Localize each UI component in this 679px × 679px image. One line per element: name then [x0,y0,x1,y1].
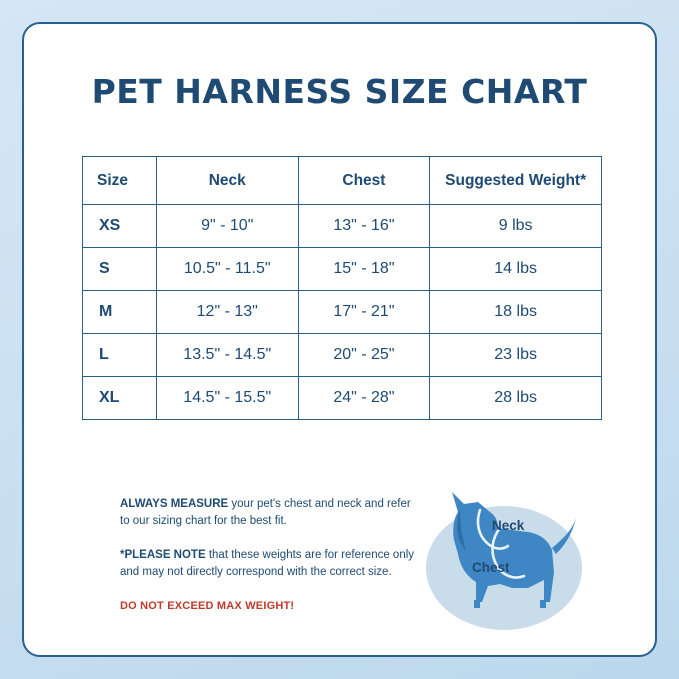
page-title: PET HARNESS SIZE CHART [91,72,588,111]
cell-weight: 9 lbs [430,205,602,248]
note-measure-emphasis: ALWAYS MEASURE [120,498,229,510]
cell-size: S [83,248,157,291]
cell-neck: 9" - 10" [156,205,298,248]
table-row [83,291,602,334]
cell-weight: 18 lbs [430,291,602,334]
dog-leg-front [474,600,480,608]
cell-size: XS [83,205,157,248]
cell-chest: 15" - 18" [298,248,430,291]
cell-chest: 17" - 21" [298,291,430,334]
cell-chest: 20" - 25" [298,334,430,377]
cell-size: XL [83,377,157,420]
size-chart-table [82,156,602,420]
note-warning: DO NOT EXCEED MAX WEIGHT! [120,599,295,612]
cell-weight: 14 lbs [430,248,602,291]
table-row [83,334,602,377]
column-header-neck: Neck [156,157,298,205]
column-header-weight: Suggested Weight* [430,157,602,205]
diagram-label-neck: Neck [492,518,525,533]
size-chart-card [22,22,657,657]
cell-neck: 14.5" - 15.5" [156,377,298,420]
notes-block [120,496,420,633]
cell-neck: 13.5" - 14.5" [156,334,298,377]
cell-weight: 23 lbs [430,334,602,377]
cell-chest: 24" - 28" [298,377,430,420]
note-please-note-text: that these weights are for reference only and may not directly correspond with the correct size. [120,549,415,579]
dog-leg-rear [540,600,546,608]
dog-measurement-diagram [416,476,606,641]
note-measure-text: your pet's chest and neck and refer to our sizing chart for the best fit. [120,498,411,527]
column-header-size: Size [83,157,157,205]
diagram-label-chest: Chest [472,560,510,575]
cell-chest: 13" - 16" [298,205,430,248]
table-row [83,377,602,420]
cell-size: M [83,291,157,334]
note-please-note-emphasis: *PLEASE NOTE [120,549,206,562]
table-row [83,248,602,291]
dog-illustration-icon [416,476,606,641]
cell-neck: 12" - 13" [156,291,298,334]
column-header-chest: Chest [298,157,430,205]
cell-size: L [83,334,157,377]
cell-weight: 28 lbs [430,377,602,420]
table-header-row [83,157,602,205]
table-row [83,205,602,248]
note-please-note [120,547,420,580]
note-always-measure [120,496,420,529]
cell-neck: 10.5" - 11.5" [156,248,298,291]
